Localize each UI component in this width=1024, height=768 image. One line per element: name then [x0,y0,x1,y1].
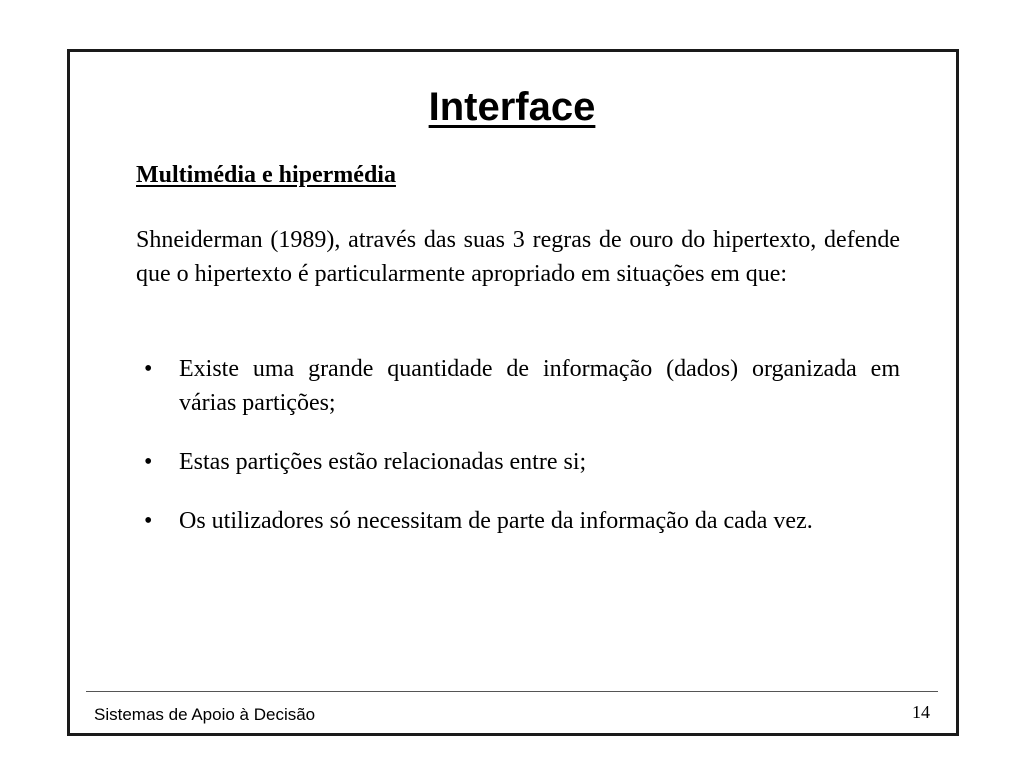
bullet-dot-icon: • [144,356,153,382]
bullet-item [136,352,900,420]
bullet-dot-icon: • [144,508,153,534]
footer-divider [86,691,938,692]
bullet-text: Estas partições estão relacionadas entre si; [179,449,587,475]
footer-course-name: Sistemas de Apoio à Decisão [94,705,316,724]
intro-paragraph: Shneiderman (1989), através das suas 3 regras de ouro do hipertexto, defende que o hipertexto é particularmente apropriado em situações em que: [136,227,900,287]
section-subheading: Multimédia e hipermédia [136,162,396,188]
bullet-list [136,352,900,538]
bullet-item [136,445,900,479]
bullet-text: Existe uma grande quantidade de informação (dados) organizada em várias partições; [179,356,900,416]
bullet-text: Os utilizadores só necessitam de parte da informação da cada vez. [179,508,813,534]
bullet-item [136,504,900,538]
slide-title: Interface [428,85,596,129]
page-number: 14 [912,702,930,722]
bullet-dot-icon: • [144,449,153,475]
